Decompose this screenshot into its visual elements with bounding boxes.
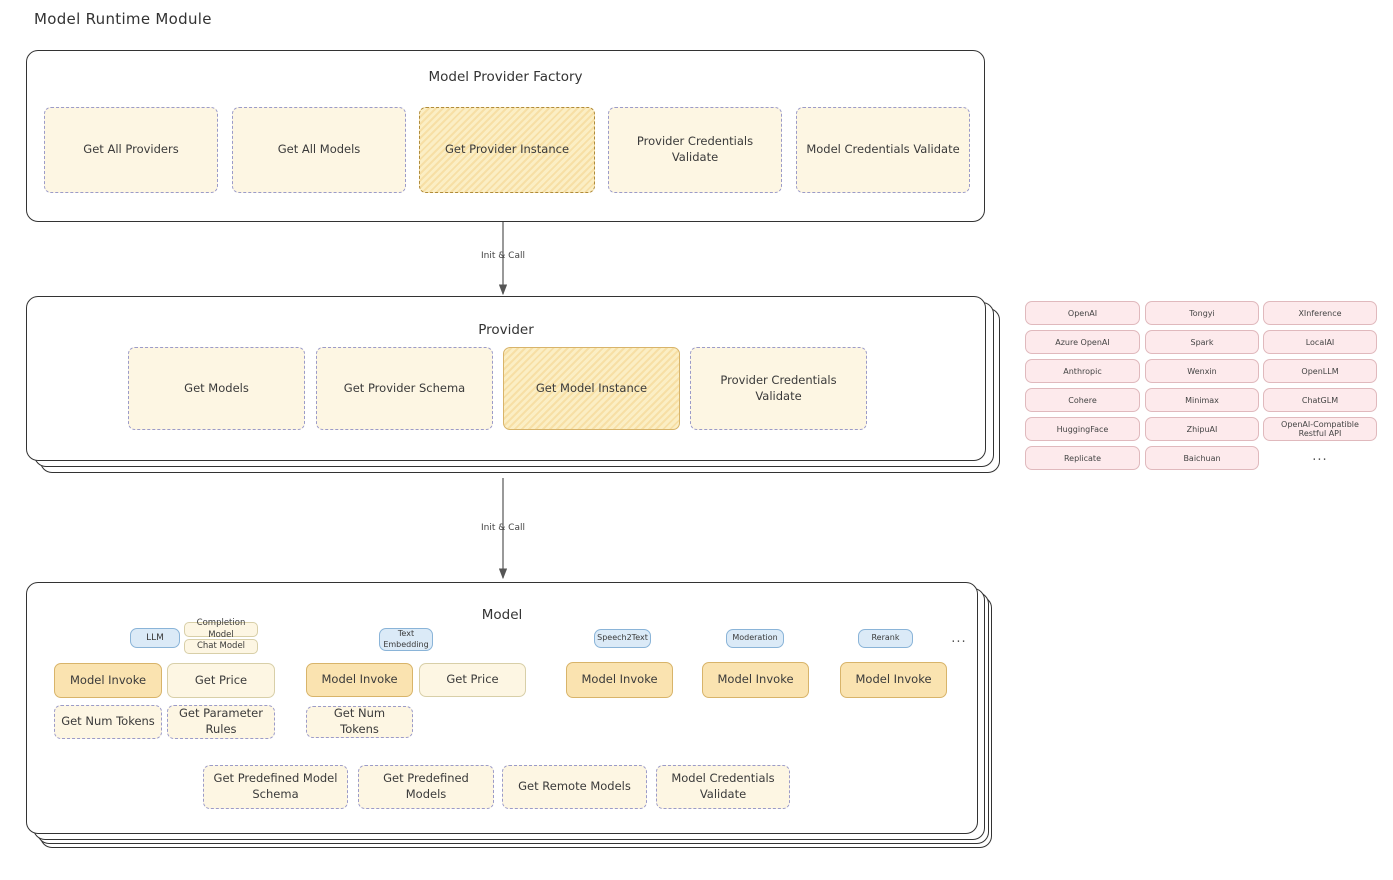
embedding-op-model-invoke[interactable]: Model Invoke xyxy=(306,663,413,697)
provider-chip-chatglm[interactable]: ChatGLM xyxy=(1263,388,1377,412)
llm-op-get-num-tokens[interactable]: Get Num Tokens xyxy=(54,705,162,739)
provider-chip-minimax[interactable]: Minimax xyxy=(1145,388,1259,412)
provider-chip-tongyi[interactable]: Tongyi xyxy=(1145,301,1259,325)
model-type-rerank[interactable]: Rerank xyxy=(858,629,913,648)
model-provider-factory-title: Model Provider Factory xyxy=(428,69,583,85)
provider-chip-wenxin[interactable]: Wenxin xyxy=(1145,359,1259,383)
factory-node-get-all-models[interactable]: Get All Models xyxy=(232,107,406,193)
page-title: Model Runtime Module xyxy=(34,10,212,28)
rerank-op-model-invoke[interactable]: Model Invoke xyxy=(840,662,947,698)
provider-chip-replicate[interactable]: Replicate xyxy=(1025,446,1140,470)
provider-chip-zhipuai[interactable]: ZhipuAI xyxy=(1145,417,1259,441)
provider-node-get-model-instance[interactable]: Get Model Instance xyxy=(503,347,680,430)
model-title: Model xyxy=(481,607,523,623)
provider-chip-openai[interactable]: OpenAI xyxy=(1025,301,1140,325)
provider-chip-cohere[interactable]: Cohere xyxy=(1025,388,1140,412)
embedding-op-get-price[interactable]: Get Price xyxy=(419,663,526,697)
model-type-moderation[interactable]: Moderation xyxy=(726,629,784,648)
model-subtype-chat-model[interactable]: Chat Model xyxy=(184,639,258,654)
provider-chip-xinference[interactable]: XInference xyxy=(1263,301,1377,325)
provider-node-get-provider-schema[interactable]: Get Provider Schema xyxy=(316,347,493,430)
provider-chip-azure-openai[interactable]: Azure OpenAI xyxy=(1025,330,1140,354)
factory-node-model-credentials-validate[interactable]: Model Credentials Validate xyxy=(796,107,970,193)
provider-node-get-models[interactable]: Get Models xyxy=(128,347,305,430)
provider-chip-openllm[interactable]: OpenLLM xyxy=(1263,359,1377,383)
llm-op-get-parameter-rules[interactable]: Get Parameter Rules xyxy=(167,705,275,739)
provider-node-provider-credentials-validate[interactable]: Provider Credentials Validate xyxy=(690,347,867,430)
provider-chip-spark[interactable]: Spark xyxy=(1145,330,1259,354)
provider-chip-openai-compatible-restful-api[interactable]: OpenAI-Compatible Restful API xyxy=(1263,417,1377,441)
speech2text-op-model-invoke[interactable]: Model Invoke xyxy=(566,662,673,698)
provider-chip-localai[interactable]: LocalAI xyxy=(1263,330,1377,354)
factory-node-provider-credentials-validate[interactable]: Provider Credentials Validate xyxy=(608,107,782,193)
factory-node-get-provider-instance[interactable]: Get Provider Instance xyxy=(419,107,595,193)
embedding-op-get-num-tokens[interactable]: Get Num Tokens xyxy=(306,706,413,738)
model-type-speech2text[interactable]: Speech2Text xyxy=(594,629,651,648)
provider-chip-huggingface[interactable]: HuggingFace xyxy=(1025,417,1140,441)
edge-label-provider-to-model: Init & Call xyxy=(481,523,525,533)
factory-node-get-all-providers[interactable]: Get All Providers xyxy=(44,107,218,193)
common-op-get-remote-models[interactable]: Get Remote Models xyxy=(502,765,647,809)
common-op-model-credentials-validate[interactable]: Model Credentials Validate xyxy=(656,765,790,809)
model-type-llm[interactable]: LLM xyxy=(130,628,180,648)
moderation-op-model-invoke[interactable]: Model Invoke xyxy=(702,662,809,698)
provider-chip-baichuan[interactable]: Baichuan xyxy=(1145,446,1259,470)
model-type-text-embedding[interactable]: Text Embedding xyxy=(379,628,433,651)
model-subtype-completion-model[interactable]: Completion Model xyxy=(184,622,258,637)
edge-label-factory-to-provider: Init & Call xyxy=(481,251,525,261)
common-op-get-predefined-models[interactable]: Get Predefined Models xyxy=(358,765,494,809)
provider-list-ellipsis: ... xyxy=(1312,449,1328,464)
provider-title: Provider xyxy=(478,322,534,338)
common-op-get-predefined-model-schema[interactable]: Get Predefined Model Schema xyxy=(203,765,348,809)
llm-op-get-price[interactable]: Get Price xyxy=(167,663,275,698)
model-types-ellipsis: ... xyxy=(951,631,967,646)
llm-op-model-invoke[interactable]: Model Invoke xyxy=(54,663,162,698)
provider-chip-anthropic[interactable]: Anthropic xyxy=(1025,359,1140,383)
